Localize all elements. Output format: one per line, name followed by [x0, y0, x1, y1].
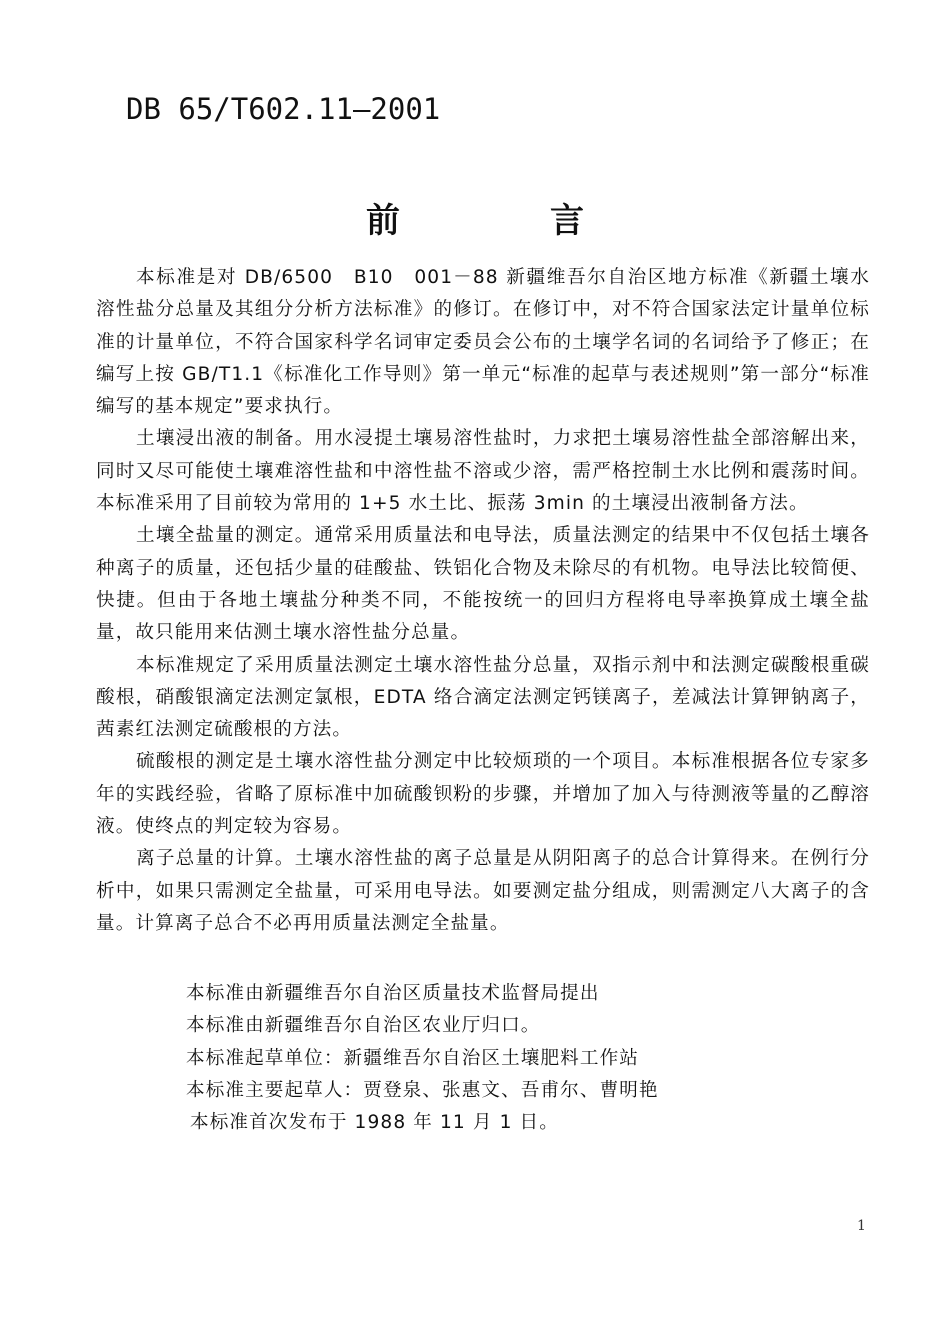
- page-title: 前言: [366, 201, 734, 241]
- paragraph-ion-total: 离子总量的计算。土壤水溶性盐的离子总量是从阴阳离子的总合计算得来。在例行分析中，如果只需测定全盐量，可采用电导法。如要测定盐分组成，则需测定八大离子的含量。计算离子总合不必再用质量法测定全盐量。: [96, 848, 870, 934]
- info-drafters: 本标准主要起草人：贾登泉、张惠文、吾甫尔、曹明艳: [186, 1079, 659, 1101]
- paragraph-revision: 本标准是对 DB/6500 B10 001－88 新疆维吾尔自治区地方标准《新疆土壤水溶性盐分总量及其组分分析方法标准》的修订。在修订中，对不符合国家法定计量单位标准的计量单位，不符合国家科学名词审定委员会公布的土壤学名词的名词给予了修正；在编写上按 GB/T1.1《标准化工作导则》第一单元“标准的起草与表述规则”第一部分“标准编写的基本规定”要求执行。: [96, 267, 870, 418]
- paragraph-sulfate: 硫酸根的测定是土壤水溶性盐分测定中比较烦琐的一个项目。本标准根据各位专家多年的实践经验，省略了原标准中加硫酸钡粉的步骤，并增加了加入与待测液等量的乙醇溶液。使终点的判定较为容易。: [96, 751, 870, 838]
- standard-info: [186, 978, 659, 1139]
- paragraph-methods: 本标准规定了采用质量法测定土壤水溶性盐分总量，双指示剂中和法测定碳酸根重碳酸根，硝酸银滴定法测定氯根，EDTA 络合滴定法测定钙镁离子，差减法计算钾钠离子，茜素红法测定硫酸根的方法。: [96, 654, 870, 741]
- info-first-release: 本标准首次发布于 1988 年 11 月 1 日。: [190, 1112, 559, 1134]
- paragraph-extract-preparation: 土壤浸出液的制备。用水浸提土壤易溶性盐时，力求把土壤易溶性盐全部溶解出来，同时又尽可能使土壤难溶性盐和中溶性盐不溶或少溶，需严格控制土水比例和震荡时间。本标准采用了目前较为常用的 1+5 水土比、振荡 3min 的土壤浸出液制备方法。: [96, 428, 870, 515]
- foreword-body: [96, 262, 870, 940]
- paragraph-total-salt: 土壤全盐量的测定。通常采用质量法和电导法，质量法测定的结果中不仅包括土壤各种离子的质量，还包括少量的硅酸盐、铁铝化合物及未除尽的有机物。电导法比较简便、快捷。但由于各地土壤盐分种类不同，不能按统一的回归方程将电导率换算成土壤全盐量，故只能用来估测土壤水溶性盐分总量。: [96, 525, 870, 644]
- info-administrator: 本标准由新疆维吾尔自治区农业厅归口。: [186, 1015, 541, 1037]
- page-number: 1: [857, 1218, 866, 1234]
- info-proposer: 本标准由新疆维吾尔自治区质量技术监督局提出: [186, 983, 600, 1004]
- standard-number: DB 65/T602.11—2001: [126, 92, 441, 126]
- info-drafting-unit: 本标准起草单位：新疆维吾尔自治区土壤肥料工作站: [186, 1047, 639, 1069]
